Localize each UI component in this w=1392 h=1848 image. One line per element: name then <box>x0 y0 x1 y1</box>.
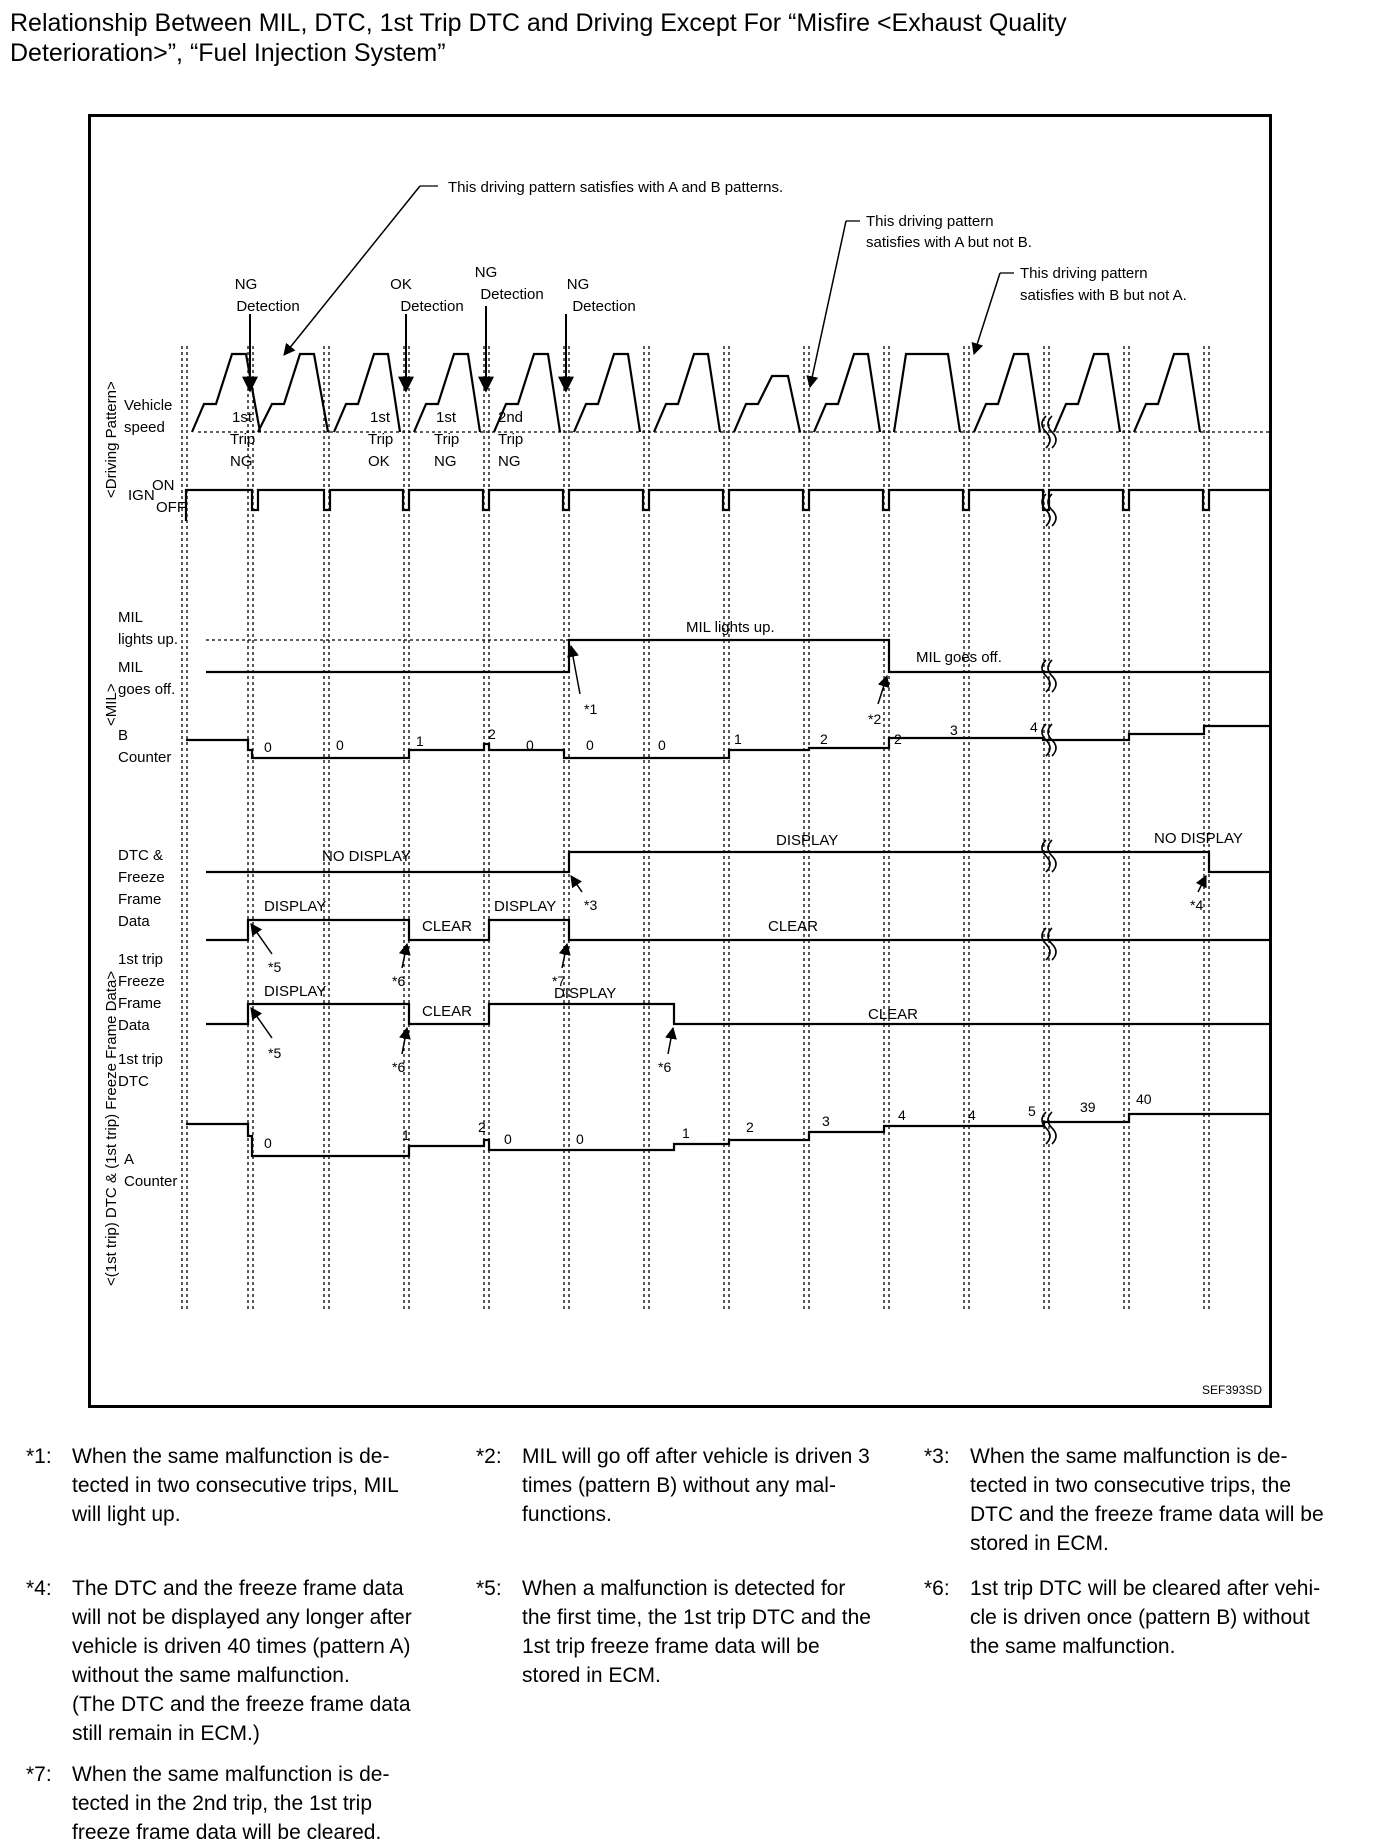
trip-label-4-line-3: NG <box>498 453 521 470</box>
b-counter-value: 0 <box>526 737 534 753</box>
a-counter-value: 0 <box>576 1131 584 1147</box>
dtc-state-no-display-1: NO DISPLAY <box>322 848 411 865</box>
mark-label: *6 <box>392 973 406 989</box>
footnote-line: (The DTC and the freeze frame data <box>72 1693 411 1716</box>
footnote-line: still remain in ECM.) <box>72 1722 260 1745</box>
a-counter-value: 40 <box>1136 1091 1152 1107</box>
mark-label: *3 <box>584 897 598 913</box>
footnote-line: tected in two consecutive trips, MIL <box>72 1474 399 1497</box>
callout-a-not-b-arrow <box>810 221 846 387</box>
row-label-speed: speed <box>124 419 165 436</box>
footnote-line: DTC and the freeze frame data will be <box>970 1503 1324 1526</box>
speed-trip-6 <box>574 354 640 432</box>
b-counter-value: 3 <box>950 722 958 738</box>
td-state-clear-2: CLEAR <box>868 1006 919 1023</box>
footnote-line: vehicle is driven 40 times (pattern A) <box>72 1635 411 1658</box>
ff-state-clear-1: CLEAR <box>422 918 473 935</box>
mark-arrow <box>571 876 582 892</box>
a-counter-value: 2 <box>746 1119 754 1135</box>
footnotes <box>0 1442 1392 1842</box>
b-counter-value: 0 <box>336 737 344 753</box>
speed-trip-13 <box>1134 354 1200 432</box>
row-label-1st-trip-dtc-1: 1st trip <box>118 1051 164 1068</box>
row-label-ff-3: Frame <box>118 995 162 1012</box>
page-title <box>10 8 1380 68</box>
b-counter-value: 0 <box>264 739 272 755</box>
row-label-dtc-3: Frame <box>118 891 162 908</box>
footnote-line: stored in ECM. <box>970 1532 1109 1555</box>
footnote-line: tected in the 2nd trip, the 1st trip <box>72 1792 373 1815</box>
mark-label: *7 <box>552 973 566 989</box>
footnote-line: functions. <box>522 1503 612 1526</box>
footnote-line: tected in two consecutive trips, the <box>970 1474 1291 1497</box>
speed-trip-3 <box>334 354 400 432</box>
section-label-dtc: <(1st trip) DTC & (1st trip) Freeze Frame Data> <box>103 970 120 1286</box>
speed-trip-11 <box>974 354 1040 432</box>
detection-labels <box>235 264 636 315</box>
callout-ab-text: This driving pattern satisfies with A and B patterns. <box>448 179 784 196</box>
b-counter-value: 1 <box>416 733 424 749</box>
speed-trip-8 <box>734 376 800 432</box>
mil-waveform <box>206 640 1272 672</box>
detection-ng-1-line-1: NG <box>234 276 258 293</box>
b-counter-value: 1 <box>734 731 742 747</box>
row-label-ff-4: Data <box>118 1017 150 1034</box>
detection-ng-3-line-1: NG <box>566 276 590 293</box>
b-counter-value: 0 <box>658 737 666 753</box>
section-label-mil: <MIL> <box>103 683 120 726</box>
mil-state-on: MIL lights up. <box>686 619 775 636</box>
row-label-dtc-4: Data <box>118 913 150 930</box>
detection-ok-line-2: Detection <box>400 298 464 315</box>
trip-label-1-line-2: Trip <box>230 431 256 448</box>
footnote-line: The DTC and the freeze frame data <box>72 1577 404 1600</box>
footnote-mark: *4: <box>26 1577 52 1600</box>
first-trip-freeze-frame-waveform <box>206 920 1272 940</box>
detection-ng-3-line-2: Detection <box>572 298 636 315</box>
speed-trip-7 <box>654 354 720 432</box>
detection-ng-2-line-2: Detection <box>480 286 544 303</box>
mil-state-off: MIL goes off. <box>916 649 1002 666</box>
detection-arrows <box>250 306 566 391</box>
mark-label: *6 <box>658 1059 672 1075</box>
footnote-mark: *3: <box>924 1445 950 1468</box>
footnote-line: times (pattern B) without any mal- <box>522 1474 836 1497</box>
footnote-line: the same malfunction. <box>970 1635 1176 1658</box>
footnote-line: will light up. <box>72 1503 181 1526</box>
trip-label-1-line-3: NG <box>230 453 253 470</box>
trip-label-4-line-2: Trip <box>498 431 524 448</box>
timing-diagram <box>88 114 1272 1408</box>
row-labels <box>118 397 186 1190</box>
mark-label: *5 <box>268 959 282 975</box>
a-counter-values <box>264 1091 1152 1151</box>
row-label-dtc-2: Freeze <box>118 869 165 886</box>
footnote-mark: *1: <box>26 1445 52 1468</box>
a-counter-value: 5 <box>1028 1103 1036 1119</box>
trip-label-3-line-2: Trip <box>434 431 460 448</box>
b-counter-value: 2 <box>820 731 828 747</box>
diagram-code: SEF393SD <box>1202 1383 1263 1397</box>
callout-a-not-b-line-1: This driving pattern <box>866 213 994 230</box>
row-label-b-counter-1: B <box>118 727 129 744</box>
speed-trip-2 <box>258 354 328 432</box>
row-label-dtc-1: DTC & <box>118 847 163 864</box>
first-trip-dtc-waveform <box>206 1004 1272 1024</box>
callouts <box>284 179 1187 387</box>
footnote-mark: *7: <box>26 1763 52 1786</box>
section-labels <box>103 381 120 1286</box>
footnote-line: the first time, the 1st trip DTC and the <box>522 1606 871 1629</box>
row-label-ff-2: Freeze <box>118 973 165 990</box>
a-counter-value: 1 <box>682 1125 690 1141</box>
mark-arrow <box>1198 876 1206 892</box>
footnote-line: will not be displayed any longer after <box>72 1606 412 1629</box>
trip-label-2-line-2: Trip <box>368 431 394 448</box>
a-counter-value: 4 <box>898 1107 906 1123</box>
a-counter-value: 0 <box>504 1131 512 1147</box>
trip-label-1-line-1: 1st <box>232 409 253 426</box>
ff-state-display-2: DISPLAY <box>494 898 557 915</box>
a-counter-value: 39 <box>1080 1099 1096 1115</box>
row-label-mil-lights-1: MIL <box>118 609 144 626</box>
detection-ng-2-line-1: NG <box>474 264 498 281</box>
speed-trip-10 <box>894 354 960 432</box>
detection-ng-1-line-2: Detection <box>236 298 300 315</box>
callout-b-not-a-line-1: This driving pattern <box>1020 265 1148 282</box>
callout-b-not-a-line-2: satisfies with B but not A. <box>1020 287 1187 304</box>
row-label-mil-off-1: MIL <box>118 659 144 676</box>
row-label-a-counter-2: Counter <box>124 1173 178 1190</box>
row-label-ign-off: OFF <box>156 499 186 516</box>
dtc-state-no-display-2: NO DISPLAY <box>1154 830 1243 847</box>
row-label-a-counter-1: A <box>124 1151 135 1168</box>
callout-a-not-b-line-2: satisfies with A but not B. <box>866 234 1032 251</box>
mark-arrow <box>251 1008 272 1038</box>
b-counter-value: 4 <box>1030 719 1038 735</box>
footnote-mark: *2: <box>476 1445 502 1468</box>
dtc-state-display: DISPLAY <box>776 832 839 849</box>
footnote-line: 1st trip freeze frame data will be <box>522 1635 820 1658</box>
a-counter-value: 0 <box>264 1135 272 1151</box>
row-label-b-counter-2: Counter <box>118 749 172 766</box>
a-counter-value: 4 <box>968 1107 976 1123</box>
td-state-display-1: DISPLAY <box>264 983 327 1000</box>
row-label-mil-off-2: goes off. <box>118 681 176 698</box>
b-counter-value: 0 <box>586 737 594 753</box>
row-label-1st-trip-dtc-2: DTC <box>118 1073 149 1090</box>
trip-label-3-line-1: 1st <box>436 409 457 426</box>
mark-arrow <box>878 676 887 704</box>
callout-ab-arrow <box>284 186 420 355</box>
trip-label-2-line-3: OK <box>368 453 390 470</box>
b-counter-value: 2 <box>894 731 902 747</box>
footnote-line: 1st trip DTC will be cleared after vehi- <box>970 1577 1321 1600</box>
section-label-driving-pattern: <Driving Pattern> <box>103 381 120 498</box>
trip-labels <box>230 409 523 470</box>
trip-label-2-line-1: 1st <box>370 409 391 426</box>
mark-arrow <box>251 924 272 954</box>
mark-arrow <box>571 646 580 694</box>
trip-label-3-line-3: NG <box>434 453 457 470</box>
ff-state-display-1: DISPLAY <box>264 898 327 915</box>
ff-state-clear-2: CLEAR <box>768 918 819 935</box>
b-counter-value: 2 <box>488 726 496 742</box>
footnote-line: When the same malfunction is de- <box>970 1445 1288 1468</box>
td-state-display-2: DISPLAY <box>554 985 617 1002</box>
mark-label: *4 <box>1190 897 1204 913</box>
row-label-ff-1: 1st trip <box>118 951 164 968</box>
footnote-line: without the same malfunction. <box>72 1664 350 1687</box>
speed-trip-12 <box>1054 354 1120 432</box>
row-label-mil-lights-2: lights up. <box>118 631 179 648</box>
td-state-clear-1: CLEAR <box>422 1003 473 1020</box>
footnote-mark: *5: <box>476 1577 502 1600</box>
a-counter-value: 2 <box>478 1119 486 1135</box>
page-title-line-2: Deterioration>”, “Fuel Injection System” <box>10 39 446 67</box>
row-label-ign-on: ON <box>152 477 175 494</box>
footnote-line: When the same malfunction is de- <box>72 1763 390 1786</box>
trip-label-4-line-1: 2nd <box>498 409 524 426</box>
mark-label: *5 <box>268 1045 282 1061</box>
callout-b-not-a-arrow <box>974 273 1000 354</box>
detection-ok-line-1: OK <box>390 276 412 293</box>
speed-trip-9 <box>814 354 880 432</box>
footnote-line: stored in ECM. <box>522 1664 661 1687</box>
mark-label: *6 <box>392 1059 406 1075</box>
mark-arrow <box>668 1028 673 1054</box>
row-label-vehicle: Vehicle <box>124 397 173 414</box>
mark-label: *1 <box>584 701 598 717</box>
a-counter-value: 3 <box>822 1113 830 1129</box>
footnote-mark: *6: <box>924 1577 950 1600</box>
break-mark <box>1042 928 1056 960</box>
footnote-line: MIL will go off after vehicle is driven 3 <box>522 1445 870 1468</box>
row-label-ign: IGN <box>128 487 155 504</box>
page-title-line-1: Relationship Between MIL, DTC, 1st Trip DTC and Driving Except For “Misfire <Exhaust Quality <box>10 9 1067 37</box>
footnote-line: When a malfunction is detected for <box>522 1577 846 1600</box>
footnote-line: freeze frame data will be cleared. <box>72 1821 382 1844</box>
mark-label: *2 <box>868 711 882 727</box>
footnote-line: cle is driven once (pattern B) without <box>970 1606 1310 1629</box>
footnote-line: When the same malfunction is de- <box>72 1445 390 1468</box>
a-counter-value: 1 <box>402 1127 410 1143</box>
